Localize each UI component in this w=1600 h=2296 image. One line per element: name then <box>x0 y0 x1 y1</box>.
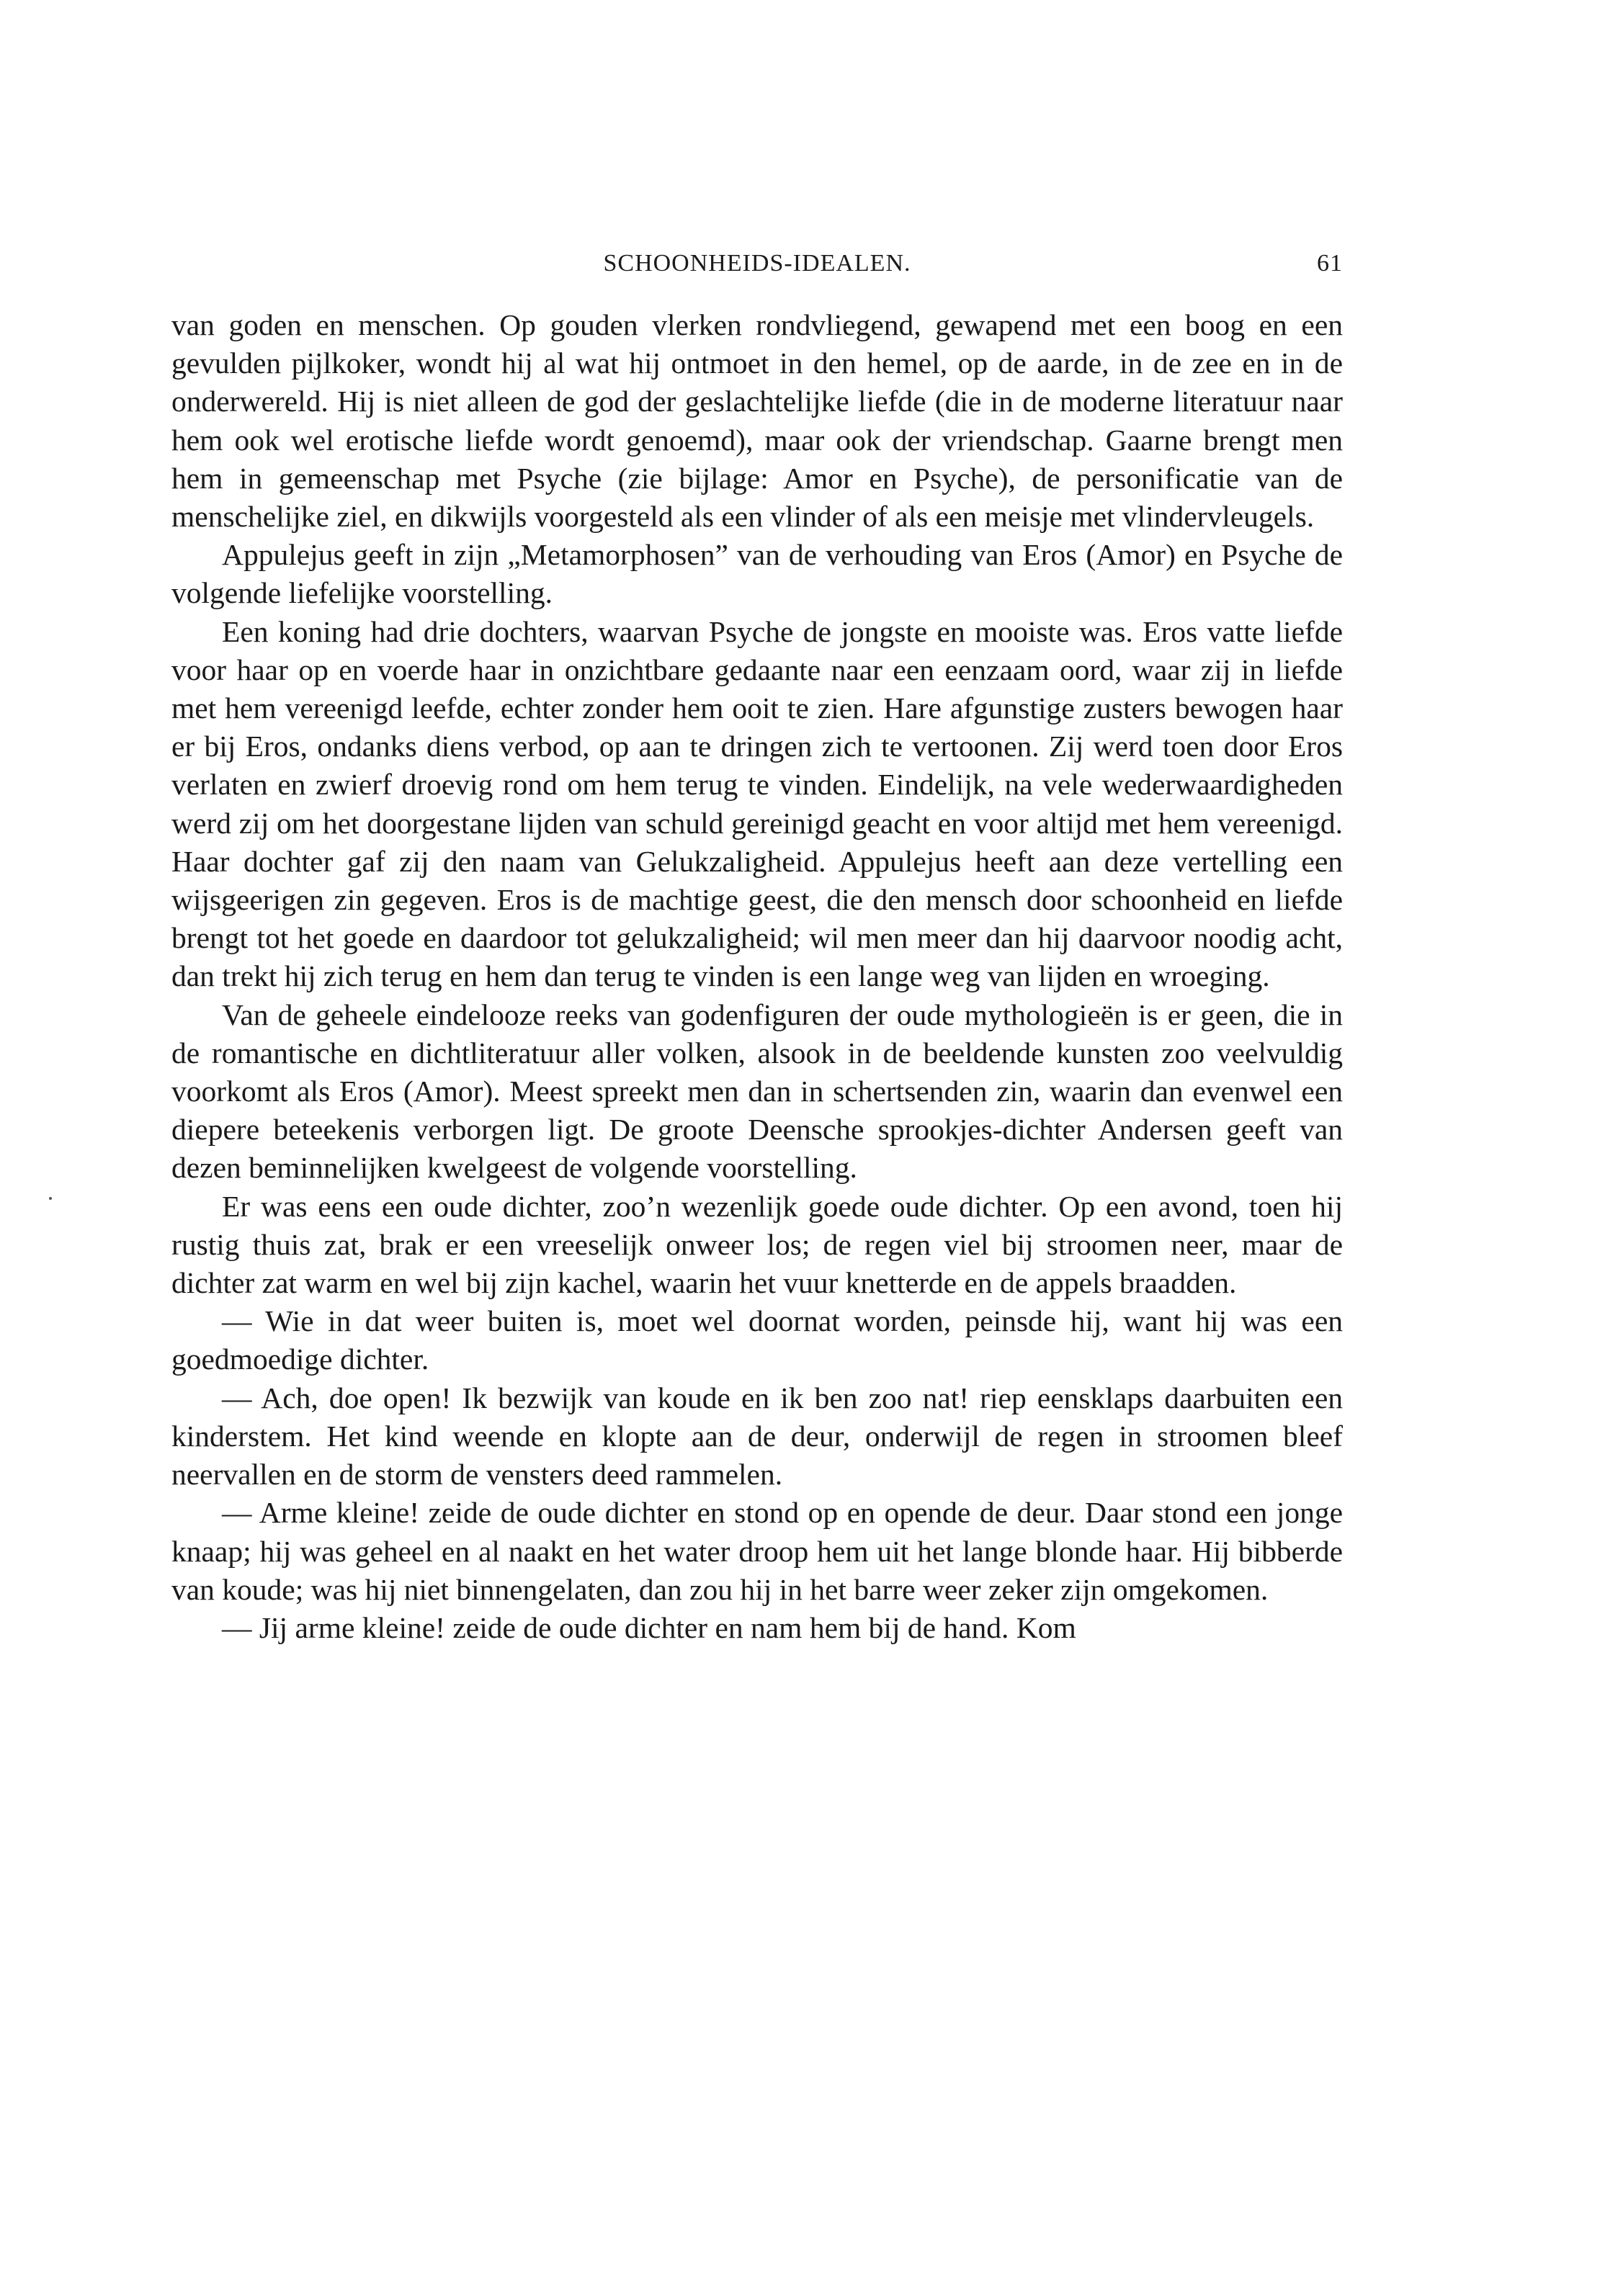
paragraph: — Arme kleine! zeide de oude dichter en stond op en opende de deur. Daar stond een jonge knaap; hij was geheel en al naakt en het water droop hem uit het lange blonde haar. Hij bibberde van koude; was hij niet binnengelaten, dan zou hij in het barre weer zeker zijn omgekomen. <box>171 1496 1343 1606</box>
paragraph: van goden en menschen. Op gouden vlerken rondvliegend, gewapend met een boog en een gevulden pijlkoker, wondt hij al wat hij ontmoet in den hemel, op de aarde, in de zee en in de onderwereld. Hij is niet alleen de god der geslachtelijke liefde (die in de moderne literatuur naar hem ook wel erotische liefde wordt genoemd), maar ook der vriendschap. Gaarne brengt men hem in gemeenschap met Psyche (zie bijlage: Amor en Psyche), de personificatie van de menschelijke ziel, en dikwijls voorgesteld als een vlinder of als een meisje met vlindervleugels. <box>171 308 1343 534</box>
ink-speck <box>49 1197 52 1200</box>
body-text <box>171 306 1343 1647</box>
paragraph: Van de geheele eindelooze reeks van godenfiguren der oude mythologieën is er geen, die in de romantische en dichtliteratuur aller volken, alsook in de beeldende kunsten zoo veelvuldig voorkomt als Eros (Amor). Meest spreekt men dan in schertsenden zin, waarin dan evenwel een diepere beteekenis verborgen ligt. De groote Deensche sprookjes-dichter Andersen geeft van dezen beminnelijken kwelgeest de volgende voorstelling. <box>171 997 1343 1185</box>
paragraph: Een koning had drie dochters, waarvan Psyche de jongste en mooiste was. Eros vatte liefde voor haar op en voerde haar in onzichtbare gedaante naar een eenzaam oord, waar zij in liefde met hem vereenigd leefde, echter zonder hem ooit te zien. Hare afgunstige zusters bewogen haar er bij Eros, ondanks diens verbod, op aan te dringen zich te vertoonen. Zij werd toen door Eros verlaten en zwierf droevig rond om hem terug te vinden. Eindelijk, na vele wederwaardigheden werd zij om het doorgestane lijden van schuld gereinigd geacht en voor altijd met hem vereenigd. Haar dochter gaf zij den naam van Gelukzaligheid. Appulejus heeft aan deze vertelling een wijsgeerigen zin gegeven. Eros is de machtige geest, die den mensch door schoonheid en liefde brengt tot het goede en daardoor tot gelukzaligheid; wil men meer dan hij daarvoor noodig acht, dan trekt hij zich terug en hem dan terug te vinden is een lange weg van lijden en wroeging. <box>171 614 1343 993</box>
paragraph: — Wie in dat weer buiten is, moet wel doornat worden, peinsde hij, want hij was een goedmoedige dichter. <box>171 1304 1343 1376</box>
paragraph: Appulejus geeft in zijn „Metamorphosen” van de verhouding van Eros (Amor) en Psyche de volgende liefelijke voorstelling. <box>171 538 1343 610</box>
paragraph: — Ach, doe open! Ik bezwijk van koude en ik ben zoo nat! riep eensklaps daarbuiten een kinderstem. Het kind weende en klopte aan de deur, onderwijl de regen in stroomen bleef neervallen en de storm de vensters deed rammelen. <box>171 1381 1343 1492</box>
paragraph: Er was eens een oude dichter, zoo’n wezenlijk goede oude dichter. Op een avond, toen hij rustig thuis zat, brak er een vreeselijk onweer los; de regen viel bij stroomen neer, maar de dichter zat warm en wel bij zijn kachel, waarin het vuur knetterde en de appels braadden. <box>171 1189 1343 1300</box>
paragraph: — Jij arme kleine! zeide de oude dichter en nam hem bij de hand. Kom <box>222 1610 1076 1644</box>
running-title: SCHOONHEIDS-IDEALEN. <box>603 250 911 277</box>
page-number: 61 <box>1317 250 1343 277</box>
running-head <box>171 250 1343 286</box>
